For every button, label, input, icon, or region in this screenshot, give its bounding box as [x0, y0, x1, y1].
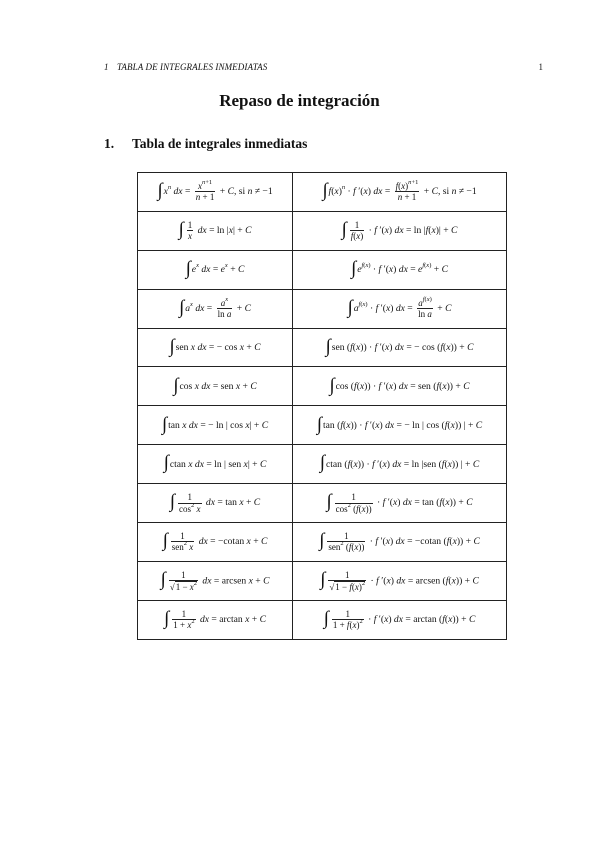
formula-cell: ∫ $\frac{1}{x}$ dx = ln |x| + C: [138, 211, 293, 250]
running-header: [104, 62, 544, 72]
formula-cell: $\int a^{f(x)} \cdot f$ ′(x) dx = $\frac{a^{f(x)}}{\text{ln a}}$ + C: [293, 289, 507, 328]
formula-cell: ∫cos (f(x)) · f ′(x) dx = sen (f(x)) + C: [293, 367, 507, 406]
formula-cell: $\int e^x$ dx = $e^x + C$: [138, 250, 293, 289]
table-row: [138, 600, 507, 639]
formula-cell: ∫ $\frac{1}{√1 - x^2}$ dx = arcsen x + C: [138, 561, 293, 600]
formula-cell: ∫ $\frac{1}{1 + x^2}$ dx = arctan x + C: [138, 600, 293, 639]
formula-cell: ∫tan x dx = − ln | cos x| + C: [138, 406, 293, 445]
formula-cell: ∫sen (f(x)) · f ′(x) dx = − cos (f(x)) + C: [293, 328, 507, 367]
table-row: [138, 561, 507, 600]
formula-cell: ∫ $\frac{1}{1 + f(x)^2}$ · f ′(x) dx = arctan (f(x)) + C: [293, 600, 507, 639]
table-row: [138, 406, 507, 445]
formula-cell: ∫ $\frac{1}{\cos^2 x}$ dx = tan x + C: [138, 484, 293, 523]
section-heading: [104, 136, 307, 152]
integrals-table: [137, 172, 507, 640]
table-row: [138, 523, 507, 562]
table-row: [138, 328, 507, 367]
formula-cell: $\int x^n$ dx = $\frac{x^{n+1}}{n + 1}$ + C, si n ≠ −1: [138, 173, 293, 212]
formula-cell: ∫ $\frac{1}{sen^2 x}$ dx = −cotan x + C: [138, 523, 293, 562]
table-row: [138, 250, 507, 289]
formula-cell: $\int e^{f(x)} \cdot f$ ′(x) dx = $e^{f(x)} + C$: [293, 250, 507, 289]
table-row: [138, 367, 507, 406]
table-row: [138, 445, 507, 484]
table-row: [138, 211, 507, 250]
table-row: [138, 484, 507, 523]
table-row: [138, 289, 507, 328]
table-row: [138, 173, 507, 212]
section-number: 1.: [104, 136, 115, 151]
formula-cell: $\int f(x)^n \cdot f$ ′(x) dx = $\frac{f(x)^{n+1}}{n + 1}$ + C, si n ≠ −1: [293, 173, 507, 212]
formula-cell: $\int a^x$ dx = $\frac{a^x}{\text{ln a}}$ + C: [138, 289, 293, 328]
running-header-title: TABLA DE INTEGRALES INMEDIATAS: [116, 62, 268, 72]
formula-cell: ∫tan (f(x)) · f ′(x) dx = − ln | cos (f(x)) | + C: [293, 406, 507, 445]
formula-cell: ∫ $\frac{1}{f(x)}$ · f ′(x) dx = ln |f(x)| + C: [293, 211, 507, 250]
page-number: 1: [538, 62, 543, 72]
formula-cell: ∫ctan (f(x)) · f ′(x) dx = ln |sen (f(x)) | + C: [293, 445, 507, 484]
running-header-number: 1: [104, 62, 109, 72]
formula-cell: ∫ctan x dx = ln | sen x| + C: [138, 445, 293, 484]
section-title: Tabla de integrales inmediatas: [132, 136, 308, 151]
formula-cell: ∫ $\frac{1}{sen^2 (f(x))}$ · f ′(x) dx = −cotan (f(x)) + C: [293, 523, 507, 562]
formula-cell: ∫ $\frac{1}{√1 - f(x)^2}$ · f ′(x) dx = arcsen (f(x)) + C: [293, 561, 507, 600]
formula-cell: ∫ $\frac{1}{\cos^2 (f(x))}$ · f ′(x) dx = tan (f(x)) + C: [293, 484, 507, 523]
formula-cell: ∫cos x dx = sen x + C: [138, 367, 293, 406]
document-title: Repaso de integración: [219, 91, 380, 110]
formula-cell: ∫sen x dx = − cos x + C: [138, 328, 293, 367]
